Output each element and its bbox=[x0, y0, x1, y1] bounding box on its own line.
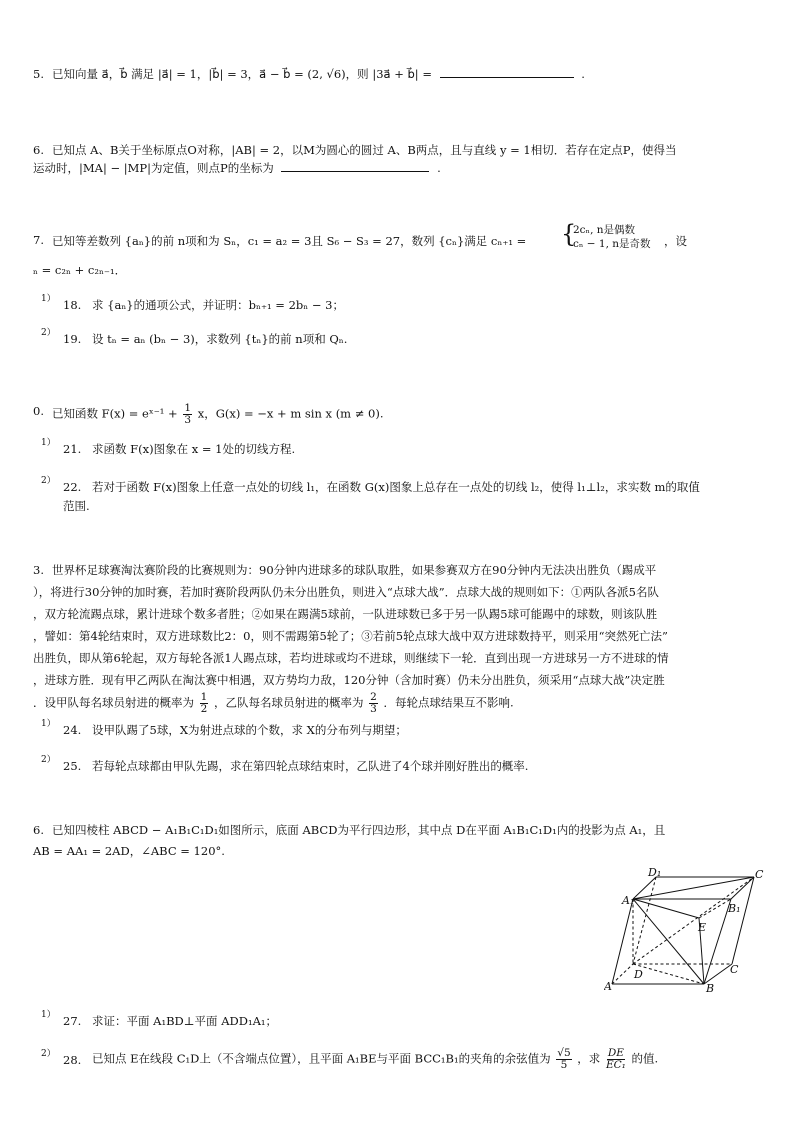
answer-blank[interactable] bbox=[281, 170, 429, 172]
subquestion-mark: 2） bbox=[41, 476, 56, 486]
subquestion-text-line: 若对于函数 F(x)图象上任意一点处的切线 l₁，在函数 G(x)图象上总存在一点处的切线 l₂，使得 l₁⊥l₂，求实数 m的取值 bbox=[92, 480, 700, 494]
subquestion-mark: 2） bbox=[41, 755, 56, 765]
piecewise-brace: { bbox=[561, 220, 577, 248]
question-text-line: 运动时，|MA| − |MP|为定值，则点P的坐标为 . bbox=[33, 161, 441, 175]
subquestion-mark: 1） bbox=[41, 719, 56, 729]
question-number: 6. bbox=[33, 823, 44, 837]
label-B: B bbox=[706, 982, 715, 995]
question-text-tail: ，设 bbox=[664, 234, 687, 248]
label-B1: B₁ bbox=[728, 902, 741, 915]
subquestion-mark: 1） bbox=[41, 438, 56, 448]
subquestion-text: 求证：平面 A₁BD⊥平面 ADD₁A₁； bbox=[92, 1014, 277, 1028]
subquestion-number: 27. bbox=[63, 1014, 82, 1028]
question-text-line: 已知等差数列 {aₙ}的前 n项和为 Sₙ，c₁ = a₂ = 3且 S₆ − S₃ = 27，数列 {cₙ}满足 cₙ₊₁ = bbox=[52, 234, 527, 248]
question-text-line: ），将进行30分钟的加时赛，若加时赛阶段两队仍未分出胜负，则进入“点球大战”．点球大战的规则如下：①两队各派5名队 bbox=[33, 585, 659, 599]
question-number: 6. bbox=[33, 143, 44, 157]
answer-blank[interactable] bbox=[440, 76, 574, 78]
subquestion-number: 28. bbox=[63, 1053, 82, 1067]
subquestion-number: 24. bbox=[63, 723, 82, 737]
fraction: $\frac{2}{3}$ bbox=[370, 691, 377, 716]
question-number: 0. bbox=[33, 404, 44, 418]
piecewise-cases: 2cₙ, n是偶数 cₙ − 1, n是奇数 bbox=[573, 224, 651, 250]
label-C1: C bbox=[755, 868, 764, 881]
question-number: 3. bbox=[33, 563, 44, 577]
question-number: 7. bbox=[33, 233, 44, 247]
subquestion-text-line: 范围. bbox=[63, 499, 90, 513]
fraction: $\frac{1}{3}$ bbox=[184, 402, 192, 427]
question-text-line: 已知四棱柱 ABCD − A₁B₁C₁D₁如图所示，底面 ABCD为平行四边形，其中点 D在平面 A₁B₁C₁D₁内的投影为点 A₁，且 bbox=[52, 823, 666, 837]
subquestion-text: 求 {aₙ}的通项公式，并证明：bₙ₊₁ = 2bₙ − 3； bbox=[92, 298, 344, 312]
subquestion-number: 19. bbox=[63, 332, 82, 346]
subquestion-text: 已知点 E在线段 C₁D上（不含端点位置），且平面 A₁BE与平面 BCC₁B₁的夹角的余弦值为 $\frac{√5}{5}$ ，求 $\frac{DE}{\text{EC₁}}$ 的值. bbox=[92, 1047, 659, 1072]
edge-C1-C bbox=[732, 877, 754, 964]
question-text-line: AB = AA₁ = 2AD，∠ABC = 120°. bbox=[33, 844, 225, 858]
prism-figure bbox=[604, 866, 764, 996]
question-text-line: ．设甲队每名球员射进的概率为 $\frac{1}{2}$ ，乙队每名球员射进的概率为 $\frac{2}{3}$ ．每轮点球结果互不影响. bbox=[33, 691, 514, 716]
subquestion-text: 求函数 F(x)图象在 x = 1处的切线方程. bbox=[92, 442, 296, 456]
subquestion-mark: 2） bbox=[41, 328, 56, 338]
question-text: 已知向量 a⃗，b⃗ 满足 |a⃗| = 1，|b⃗| = 3，a⃗ − b⃗ = (2, √6)，则 |3a⃗ + b⃗| = . bbox=[52, 67, 585, 81]
question-text-line: ，双方轮流踢点球，累计进球个数多者胜；②如果在踢满5球前，一队进球数已多于另一队踢5球可能踢中的球数，则该队胜 bbox=[33, 607, 658, 621]
label-A1: A₁ bbox=[622, 894, 635, 907]
subquestion-number: 25. bbox=[63, 759, 82, 773]
question-text-line: ₙ = c₂ₙ + c₂ₙ₋₁． bbox=[33, 263, 127, 277]
question-text-line: ，譬如：第4轮结束时，双方进球数比2：0，则不需踢第5轮了；③若前5轮点球大战中双方进球数持平，则采用“突然死亡法” bbox=[33, 629, 668, 643]
question-text: 已知函数 F(x) = eˣ⁻¹ + $\frac{1}{3}$ x，G(x) = −x + m sin x (m ≠ 0). bbox=[52, 402, 384, 427]
subquestion-mark: 1） bbox=[41, 1010, 56, 1020]
subquestion-mark: 2） bbox=[41, 1049, 56, 1059]
label-D: D bbox=[634, 968, 643, 981]
label-D1: D₁ bbox=[648, 866, 662, 879]
edge-A1-A bbox=[612, 899, 633, 984]
question-text-line: 已知点 A、B关于坐标原点O对称，|AB| = 2，以M为圆心的圆过 A、B两点，且与直线 y = 1相切．若存在定点P，使得当 bbox=[52, 143, 677, 157]
segment-A1-B bbox=[633, 899, 707, 984]
segment-A1-E bbox=[633, 899, 699, 918]
subquestion-number: 22. bbox=[63, 480, 82, 494]
edge-B1-B bbox=[704, 899, 731, 984]
edge-C-B bbox=[704, 964, 732, 984]
question-text-line: 世界杯足球赛淘汰赛阶段的比赛规则为：90分钟内进球多的球队取胜，如果参赛双方在90分钟内无法决出胜负（踢成平 bbox=[52, 563, 657, 577]
segment-D-B bbox=[633, 964, 704, 984]
subquestion-text: 若每轮点球都由甲队先踢，求在第四轮点球结束时，乙队进了4个球并刚好胜出的概率. bbox=[92, 759, 529, 773]
subquestion-text: 设甲队踢了5球，X为射进点球的个数，求 X的分布列与期望； bbox=[92, 723, 407, 737]
label-A: A bbox=[604, 980, 612, 993]
subquestion-number: 21. bbox=[63, 442, 82, 456]
subquestion-mark: 1） bbox=[41, 294, 56, 304]
fraction: $\frac{DE}{\text{EC₁}}$ bbox=[605, 1047, 626, 1072]
subquestion-text: 设 tₙ = aₙ (bₙ − 3)，求数列 {tₙ}的前 n项和 Qₙ. bbox=[92, 332, 348, 346]
question-text-line: ，进球方胜．现有甲乙两队在淘汰赛中相遇，双方势均力敌，120分钟（含加时赛）仍未分出胜负，须采用“点球大战”决定胜 bbox=[33, 673, 665, 687]
question-text-line: 出胜负，即从第6轮起，双方每轮各派1人踢点球，若均进球或均不进球，则继续下一轮．直到出现一方进球另一方不进球的情 bbox=[33, 651, 669, 665]
label-E: E bbox=[698, 921, 707, 934]
fraction: $\frac{√5}{5}$ bbox=[557, 1047, 571, 1072]
label-C: C bbox=[730, 963, 739, 976]
subquestion-number: 18. bbox=[63, 298, 82, 312]
fraction: $\frac{1}{2}$ bbox=[200, 691, 208, 716]
question-number: 5. bbox=[33, 67, 44, 81]
edge-A-D bbox=[612, 964, 633, 984]
edge-D1-D bbox=[633, 877, 656, 964]
